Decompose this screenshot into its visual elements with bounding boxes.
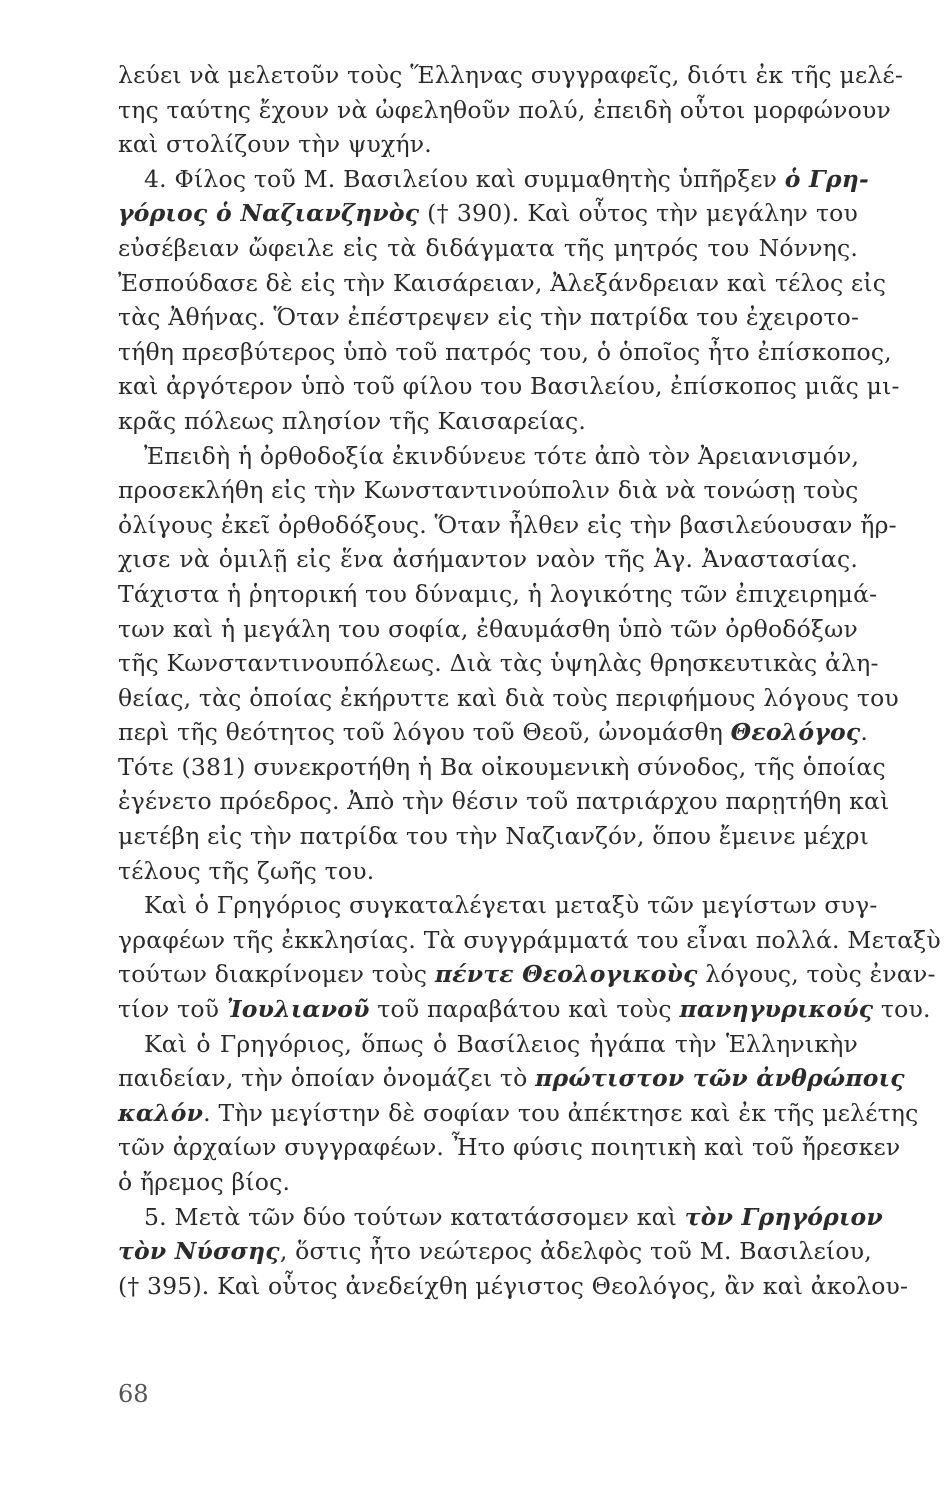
- text-line: τῆς Κωνσταντινουπόλεως. Διὰ τὰς ὑψηλὰς θρησκευτικὰς ἀλη-: [118, 649, 879, 678]
- text-line: ὀλίγους ἐκεῖ ὀρθοδόξους. Ὅταν ἦλθεν εἰς τὴν βασιλεύουσαν ἤρ-: [118, 510, 897, 539]
- text-line: της ταύτης ἔχουν νὰ ὠφεληθοῦν πολύ, ἐπειδὴ οὗτοι μορφώνουν: [118, 95, 891, 124]
- text-line: τῶν ἀρχαίων συγγραφέων. Ἦτο φύσις ποιητικὴ καὶ τοῦ ἤρεσκεν: [118, 1133, 901, 1162]
- body-text: [118, 58, 941, 1303]
- text-line: καλόν. Τὴν μεγίστην δὲ σοφίαν του ἀπέκτησε καὶ ἐκ τῆς μελέτης: [118, 1098, 919, 1127]
- text-line: Καὶ ὁ Γρηγόριος συγκαταλέγεται μεταξὺ τῶν μεγίστων συγ-: [144, 891, 878, 920]
- text-line: καὶ στολίζουν τὴν ψυχήν.: [118, 130, 432, 159]
- text-line: τέλους τῆς ζωῆς του.: [118, 856, 375, 885]
- text-line: γραφέων τῆς ἐκκλησίας. Τὰ συγγράμματά του εἶναι πολλά. Μεταξὺ: [118, 925, 941, 954]
- section-4-first-line: 4. Φίλος τοῦ Μ. Βασιλείου καὶ συμμαθητὴς ὑπῆρξεν ὁ Γρη-: [144, 164, 869, 193]
- text-line: καὶ ἀργότερον ὑπὸ τοῦ φίλου του Βασιλείου, ἐπίσκοπος μιᾶς μι-: [118, 372, 900, 401]
- text-line: περὶ τῆς θεότητος τοῦ λόγου τοῦ Θεοῦ, ὠνομάσθη Θεολόγος.: [118, 718, 869, 747]
- text-line: παιδείαν, τὴν ὁποίαν ὀνομάζει τὸ πρώτιστον τῶν ἀνθρώποις: [118, 1064, 905, 1093]
- text-line: τήθη πρεσβύτερος ὑπὸ τοῦ πατρός του, ὁ ὁποῖος ἦτο ἐπίσκοπος,: [118, 337, 892, 366]
- text-line: Ἐπειδὴ ἡ ὀρθοδοξία ἐκινδύνευε τότε ἀπὸ τὸν Ἀρειανισμόν,: [144, 441, 860, 470]
- text-line: Τάχιστα ἡ ῥητορική του δύναμις, ἡ λογικότης τῶν ἐπιχειρημά-: [118, 579, 878, 608]
- text-line: μετέβη εἰς τὴν πατρίδα του τὴν Ναζιανζόν, ὅπου ἔμεινε μέχρι: [118, 822, 870, 851]
- text-line: προσεκλήθη εἰς τὴν Κωνσταντινούπολιν διὰ νὰ τονώσῃ τοὺς: [118, 476, 859, 505]
- text-line: ἐγένετο πρόεδρος. Ἀπὸ τὴν θέσιν τοῦ πατριάρχου παρῃτήθη καὶ: [118, 787, 890, 816]
- text-line: τὰς Ἀθήνας. Ὅταν ἐπέστρεψεν εἰς τὴν πατρίδα του ἐχειροτο-: [118, 303, 860, 332]
- text-line: Καὶ ὁ Γρηγόριος, ὅπως ὁ Βασίλειος ἠγάπα τὴν Ἑλληνικὴν: [144, 1029, 858, 1058]
- text-line: κρᾶς πόλεως πλησίον τῆς Καισαρείας.: [118, 406, 587, 435]
- text-line: χισε νὰ ὁμιλῇ εἰς ἕνα ἀσήμαντον ναὸν τῆς Ἁγ. Ἀναστασίας.: [118, 545, 858, 574]
- text-line: θείας, τὰς ὁποίας ἐκήρυττε καὶ διὰ τοὺς περιφήμους λόγους του: [118, 683, 899, 712]
- text-line: τίον τοῦ Ἰουλιανοῦ τοῦ παραβάτου καὶ τοὺς πανηγυρικούς του.: [118, 995, 931, 1024]
- section-5-first-line: 5. Μετὰ τῶν δύο τούτων κατατάσσομεν καὶ τὸν Γρηγόριον: [144, 1202, 883, 1231]
- text-line: εὐσέβειαν ὤφειλε εἰς τὰ διδάγματα τῆς μητρός του Νόννης.: [118, 233, 858, 262]
- text-line: λεύει νὰ μελετοῦν τοὺς Ἕλληνας συγγραφεῖς, διότι ἐκ τῆς μελέ-: [118, 61, 903, 89]
- text-line: γόριος ὁ Ναζιανζηνὸς († 390). Καὶ οὗτος τὴν μεγάλην του: [118, 199, 858, 228]
- text-line: τούτων διακρίνομεν τοὺς πέντε Θεολογικοὺς λόγους, τοὺς ἐναν-: [118, 960, 936, 989]
- text-line: Τότε (381) συνεκροτήθη ἡ Βα οἰκουμενικὴ σύνοδος, τῆς ὁποίας: [118, 752, 886, 781]
- page-number: 68: [118, 1380, 149, 1408]
- text-line: Ἐσπούδασε δὲ εἰς τὴν Καισάρειαν, Ἀλεξάνδρειαν καὶ τέλος εἰς: [118, 268, 887, 297]
- text-line: των καὶ ἡ μεγάλη του σοφία, ἐθαυμάσθη ὑπὸ τῶν ὀρθοδόξων: [118, 614, 858, 643]
- text-line: († 395). Καὶ οὗτος ἀνεδείχθη μέγιστος Θεολόγος, ἂν καὶ ἀκολου-: [118, 1271, 909, 1300]
- text-line: τὸν Νύσσης, ὅστις ἦτο νεώτερος ἀδελφὸς τοῦ Μ. Βασιλείου,: [118, 1237, 872, 1266]
- text-line: ὁ ἤρεμος βίος.: [118, 1168, 291, 1196]
